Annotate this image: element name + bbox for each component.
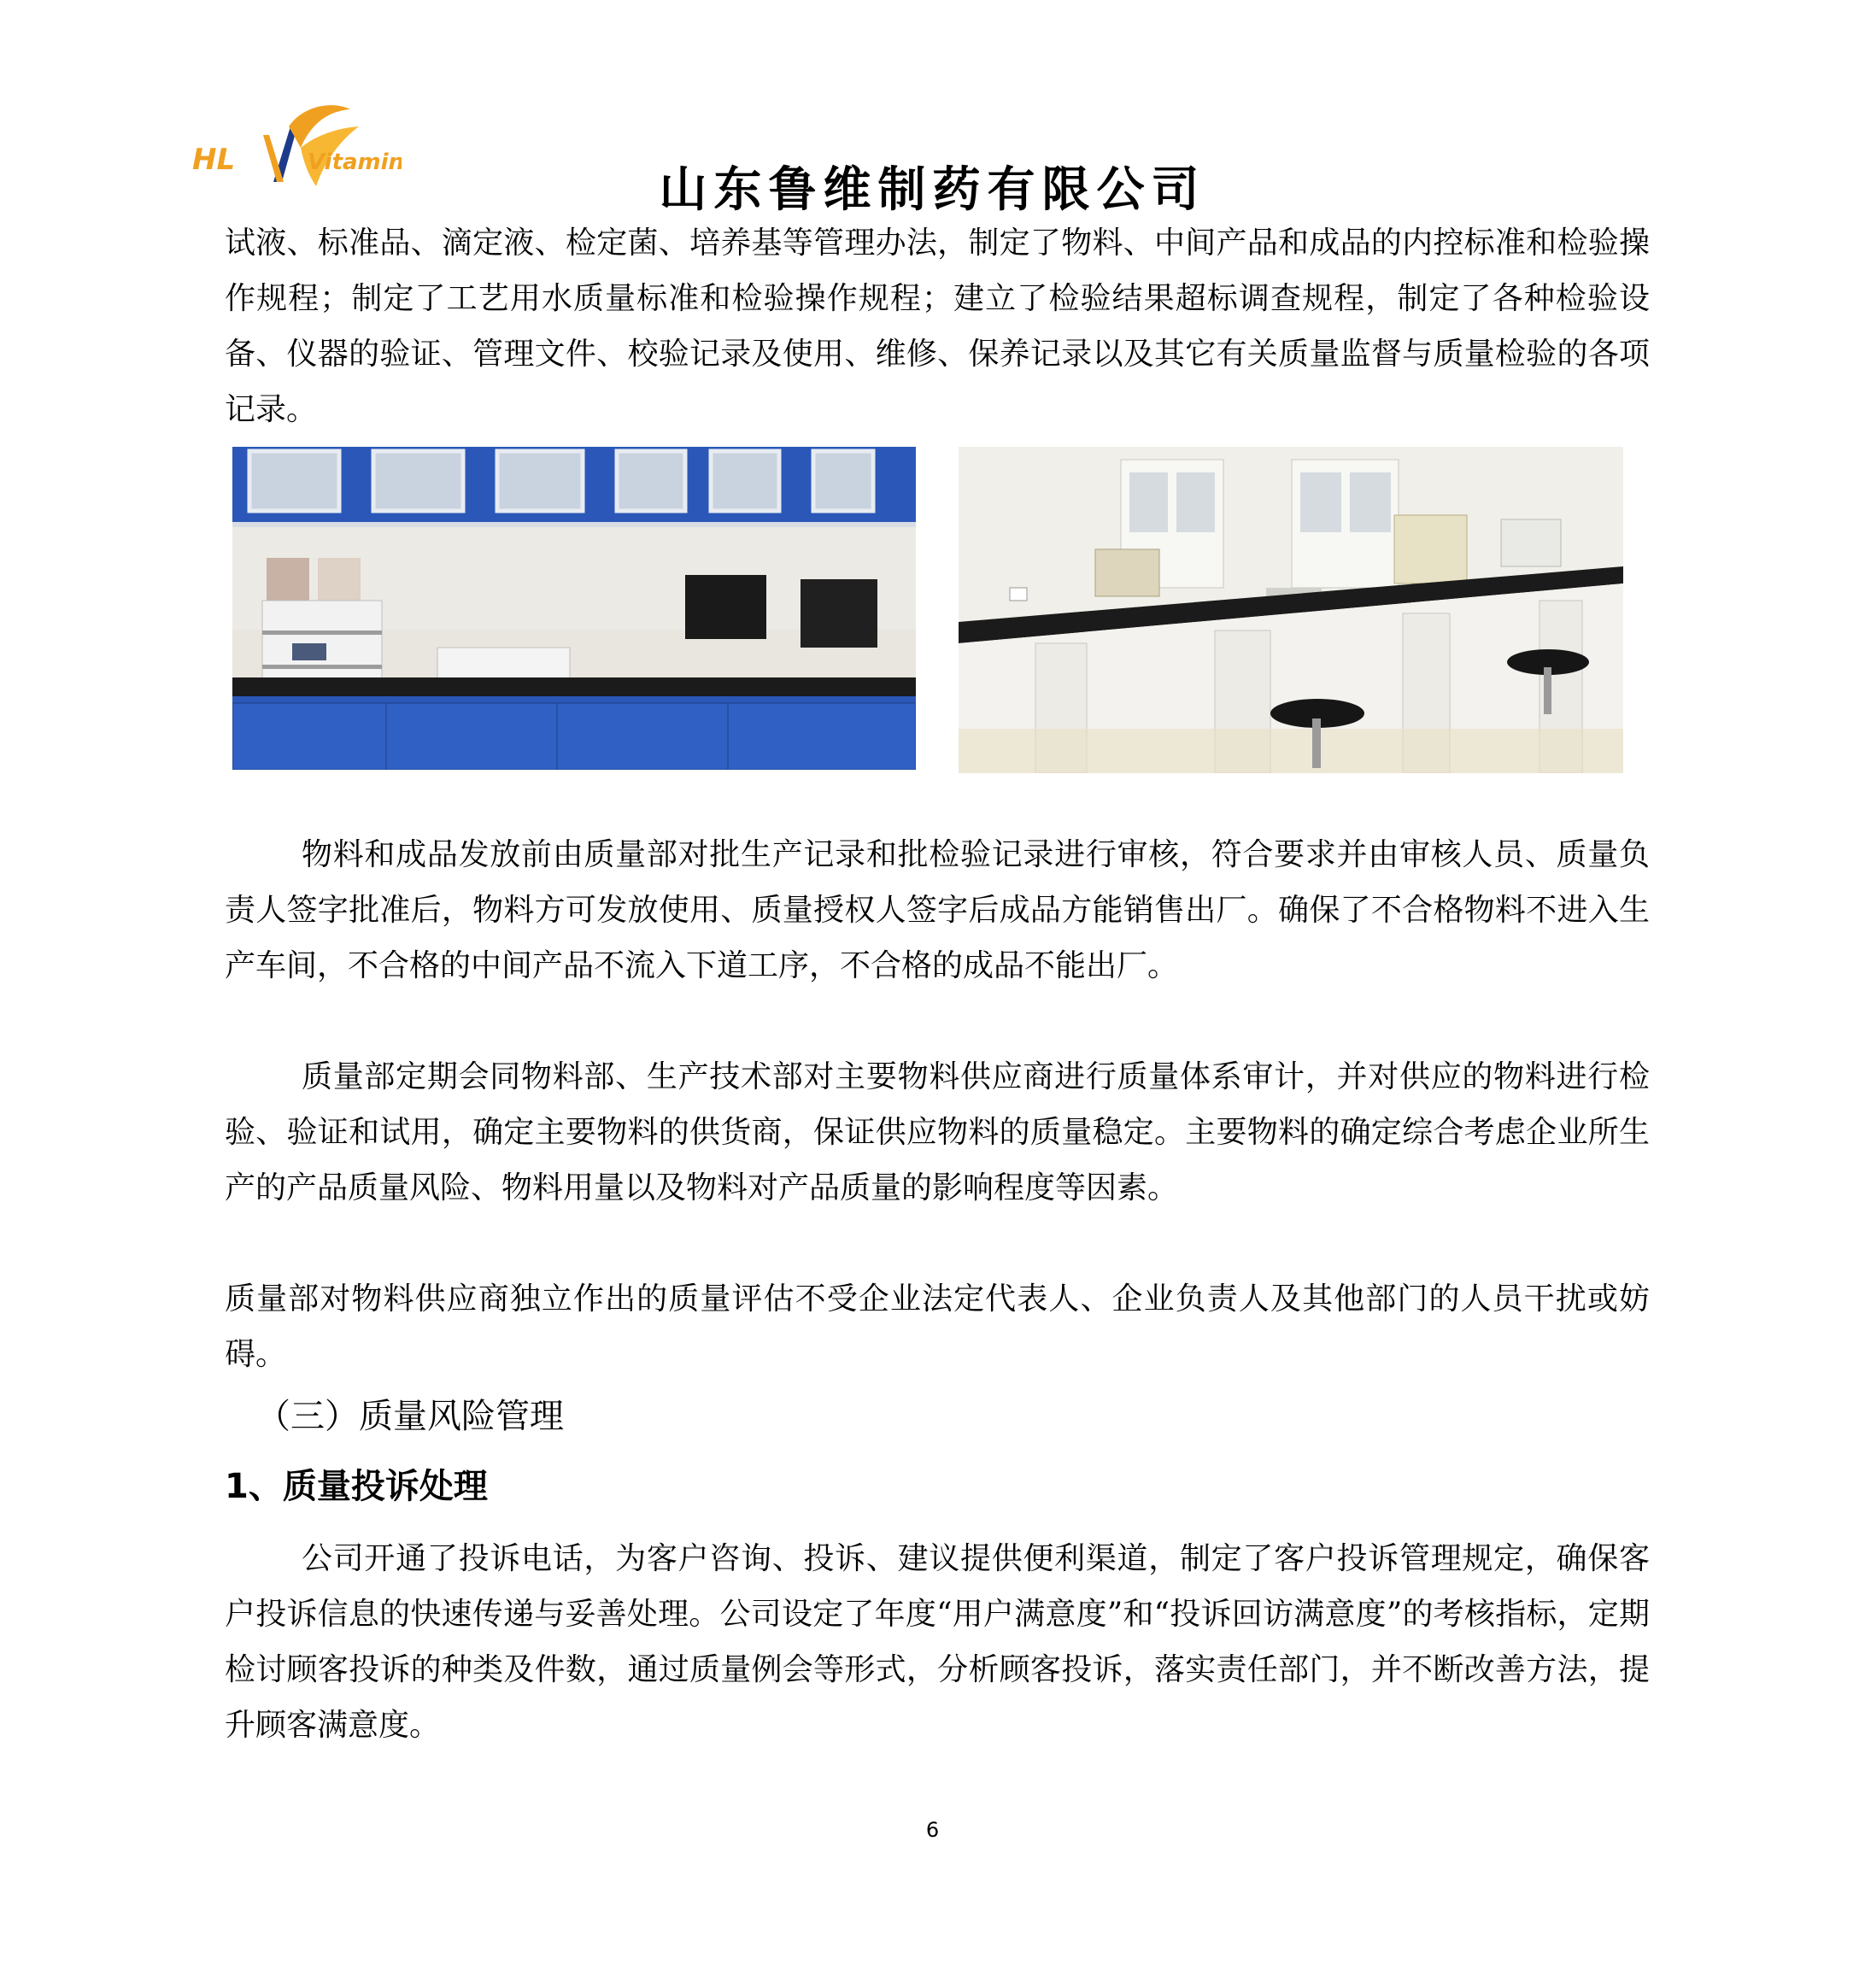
logo-text-hl: HL — [192, 143, 236, 177]
paragraph-complaint-process: 公司开通了投诉电话，为客户咨询、投诉、建议提供便利渠道，制定了客户投诉管理规定，确保客户投诉信息的快速传递与妥善处理。公司设定了年度“用户满意度”和“投诉回访满意度”的考核指标，定期检讨顾客投诉的种类及件数，通过质量例会等形式，分析顾客投诉，落实责任部门，并不断改善方法，提升顾客满意度。 — [225, 1541, 1650, 1743]
page-number: 6 — [925, 1818, 940, 1842]
section-heading-risk-management: （三）质量风险管理 — [256, 1397, 564, 1436]
sub-heading-complaint-handling: 1、质量投诉处理 — [225, 1467, 488, 1506]
paragraph-release-review: 物料和成品发放前由质量部对批生产记录和批检验记录进行审核，符合要求并由审核人员、质量负责人签字批准后，物料方可发放使用、质量授权人签字后成品方能销售出厂。确保了不合格物料不进入生产车间，不合格的中间产品不流入下道工序，不合格的成品不能出厂。 — [225, 837, 1650, 983]
paragraph-independent-assessment: 质量部对物料供应商独立作出的质量评估不受企业法定代表人、企业负责人及其他部门的人员干扰或妨碍。 — [225, 1281, 1650, 1372]
lab-photo-hplc — [232, 447, 916, 770]
lab-photo-balance-room — [959, 447, 1623, 773]
paragraph-supplier-audit: 质量部定期会同物料部、生产技术部对主要物料供应商进行质量体系审计，并对供应的物料进行检验、验证和试用，确定主要物料的供货商，保证供应物料的质量稳定。主要物料的确定综合考虑企业所生产的产品质量风险、物料用量以及物料对产品质量的影响程度等因素。 — [225, 1059, 1650, 1205]
logo-text-vitamin: Vitamin — [308, 150, 402, 175]
paragraph-inspection-standards: 试液、标准品、滴定液、检定菌、培养基等管理办法，制定了物料、中间产品和成品的内控标准和检验操作规程；制定了工艺用水质量标准和检验操作规程；建立了检验结果超标调查规程，制定了各种检验设备、仪器的验证、管理文件、校验记录及使用、维修、保养记录以及其它有关质量监督与质量检验的各项记录。 — [225, 226, 1650, 427]
company-title: 山东鲁维制药有限公司 — [659, 162, 1206, 218]
